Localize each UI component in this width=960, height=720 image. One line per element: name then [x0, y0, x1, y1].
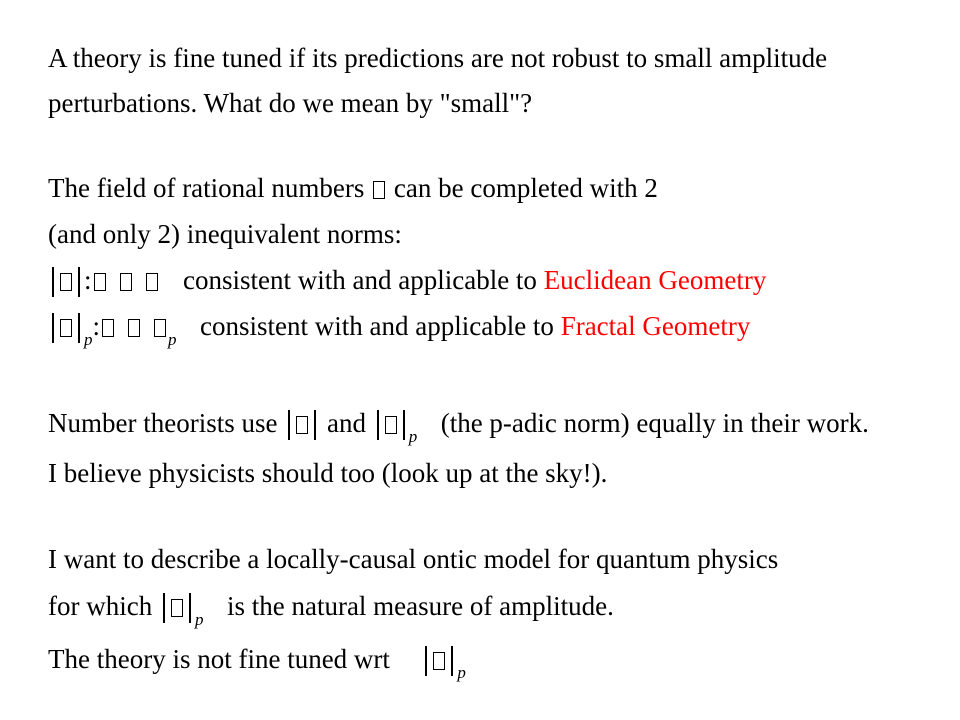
norm-bar-icon [163, 593, 165, 623]
placeholder-symbol-icon [385, 416, 397, 434]
arrow-symbol-icon [128, 319, 140, 337]
placeholder-symbol-icon [60, 319, 72, 337]
norm2-colon: : [92, 311, 101, 341]
rationals-symbol-icon [94, 273, 106, 291]
arrow-symbol-icon [120, 273, 132, 291]
euclidean-geometry-label: Euclidean Geometry [543, 265, 767, 295]
line7-text-b: and [326, 408, 366, 438]
line11-text: The theory is not fine tuned wrt [48, 644, 390, 674]
line10-text-a: for which [48, 591, 153, 621]
placeholder-symbol-icon [296, 416, 308, 434]
line1-text: A theory is fine tuned if its predictions are not robust to small amplitude [48, 43, 828, 73]
line8-text: I believe physicists should too (look up at the sky!). [48, 458, 608, 488]
text-line-4 [48, 218, 402, 250]
norm-line-euclidean [48, 264, 766, 297]
placeholder-symbol-icon [60, 273, 72, 291]
text-line-2 [48, 87, 532, 119]
text-line-9 [48, 543, 778, 575]
norm-bar-icon [288, 410, 290, 440]
reals-symbol-icon [146, 273, 158, 291]
line3-text-a: The field of rational numbers [48, 173, 365, 203]
placeholder-symbol-icon [171, 599, 183, 617]
norm1-colon: : [84, 265, 92, 295]
p-subscript: p [84, 330, 93, 349]
norm2-description: consistent with and applicable to [200, 311, 554, 341]
text-line-11 [48, 643, 466, 689]
line7-text-a: Number theorists use [48, 408, 278, 438]
rationals-symbol-icon [102, 319, 114, 337]
p-subscript: p [168, 330, 177, 349]
text-line-7 [48, 407, 869, 453]
norm-bar-icon [52, 267, 54, 297]
line2-text: perturbations. What do we mean by "small"? [48, 88, 533, 118]
fractal-geometry-label: Fractal Geometry [560, 311, 751, 341]
norm-bar-icon [451, 646, 453, 676]
text-line-1 [48, 42, 827, 74]
text-line-8 [48, 457, 607, 489]
line3-text-b: can be completed with 2 [393, 173, 658, 203]
p-subscript: p [457, 663, 466, 682]
norm-line-fractal [48, 310, 750, 356]
norm-bar-icon [78, 267, 80, 297]
line7-text-c: (the p-adic norm) equally in their work. [440, 408, 869, 438]
norm-bar-icon [78, 313, 80, 343]
line9-text: I want to describe a locally-causal ontic model for quantum physics [48, 544, 779, 574]
p-subscript: p [194, 610, 204, 629]
norm1-description: consistent with and applicable to [183, 265, 537, 295]
text-line-3 [48, 172, 658, 204]
p-subscript: p [408, 427, 418, 446]
rationals-symbol-icon [373, 181, 385, 199]
norm-bar-icon [403, 410, 405, 440]
norm-bar-icon [189, 593, 191, 623]
line4-text: (and only 2) inequivalent norms: [48, 219, 402, 249]
placeholder-symbol-icon [433, 652, 445, 670]
p-adic-symbol-icon [154, 319, 166, 337]
norm-bar-icon [314, 410, 316, 440]
norm-bar-icon [425, 646, 427, 676]
line10-text-b: is the natural measure of amplitude. [226, 591, 614, 621]
norm-bar-icon [52, 313, 54, 343]
text-line-10 [48, 590, 614, 636]
norm-bar-icon [377, 410, 379, 440]
